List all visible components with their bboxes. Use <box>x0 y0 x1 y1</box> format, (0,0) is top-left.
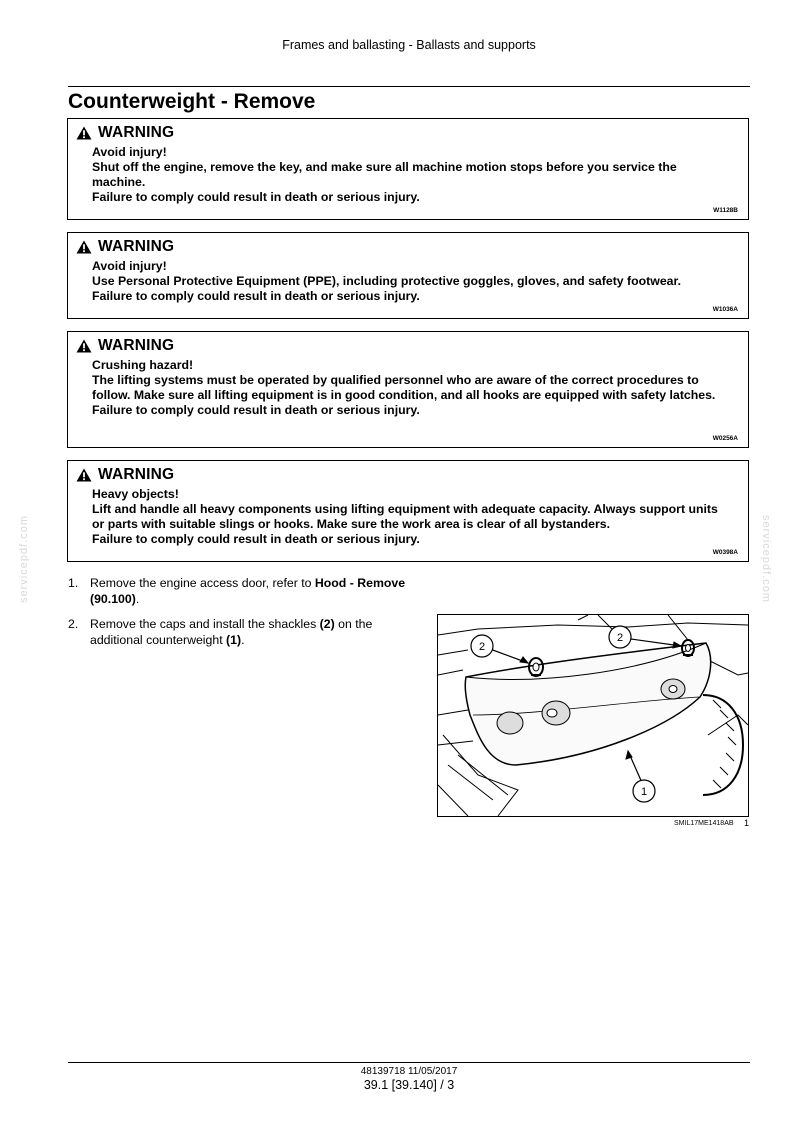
document-id: 48139718 11/05/2017 <box>360 1066 458 1077</box>
warning-hazard: Heavy objects! <box>92 487 179 501</box>
warning-consequence: Failure to comply could result in death or serious injury. <box>92 403 420 417</box>
warning-instruction: Lift and handle all heavy components using lifting equipment with adequate capacity. Always support units or parts with suitable slings or hooks. Make sure the work area is clear of all bystanders. <box>92 502 718 531</box>
cross-reference-link[interactable]: Hood - Remove (90.100) <box>90 576 406 606</box>
warning-code: W1036A <box>712 306 738 313</box>
step-text-lead: Remove the caps and install the shackles <box>90 617 320 631</box>
figure-number: 1 <box>744 818 750 828</box>
warning-instruction: Use Personal Protective Equipment (PPE), including protective goggles, gloves, and safety footwear. <box>92 274 682 288</box>
step-item <box>68 576 410 607</box>
page-header: Frames and ballasting - Ballasts and supports <box>282 38 536 52</box>
step-text <box>90 576 410 607</box>
warning-hazard: Avoid injury! <box>92 259 167 273</box>
step-text-tail: . <box>241 632 245 647</box>
counterweight-ref: (1) <box>226 632 242 647</box>
warning-hazard: Avoid injury! <box>92 145 167 159</box>
page-footer <box>68 1066 750 1092</box>
step-text-lead: Remove the engine access door, refer to <box>90 576 315 590</box>
step-number: 1. <box>68 576 79 590</box>
figure-code: SMIL17ME1418AB <box>674 820 734 827</box>
callout-1: 1 <box>640 786 648 798</box>
warning-code: W1128B <box>713 207 738 214</box>
warning-consequence: Failure to comply could result in death or serious injury. <box>92 190 420 204</box>
warning-title: WARNING <box>98 124 175 141</box>
step-number: 2. <box>68 617 79 631</box>
shackle-ref: (2) <box>319 617 335 631</box>
warning-triangle-icon <box>76 468 92 482</box>
header-rule <box>68 86 750 87</box>
page-number: 39.1 [39.140] / 3 <box>363 1078 455 1092</box>
footer-rule <box>68 1062 750 1063</box>
page-title: Counterweight - Remove <box>68 90 316 113</box>
warning-code: W0398A <box>712 549 738 556</box>
procedure-steps <box>68 576 410 654</box>
warning-title: WARNING <box>98 238 175 255</box>
counterweight-illustration <box>438 615 748 816</box>
warning-box-injury-engine <box>67 118 749 220</box>
warning-triangle-icon <box>76 240 92 254</box>
warning-box-ppe <box>67 232 749 319</box>
warning-hazard: Crushing hazard! <box>92 358 194 372</box>
step-text <box>90 617 410 648</box>
warning-triangle-icon <box>76 126 92 140</box>
warning-box-crushing <box>67 331 749 448</box>
warning-title: WARNING <box>98 466 175 483</box>
callout-2-right: 2 <box>616 632 624 644</box>
step-item <box>68 617 410 648</box>
warning-box-heavy-objects <box>67 460 749 562</box>
warning-consequence: Failure to comply could result in death or serious injury. <box>92 532 420 546</box>
warning-instruction: The lifting systems must be operated by qualified personnel who are aware of the correct procedures to follow. Make sure all lifting equipment is in good condition, and all hooks are equipped with safety latches. <box>92 373 716 402</box>
warning-title: WARNING <box>98 337 175 354</box>
warning-triangle-icon <box>76 339 92 353</box>
watermark-right: servicepdf.com <box>760 515 772 603</box>
warning-code: W0256A <box>712 435 738 442</box>
counterweight-figure <box>437 614 749 817</box>
watermark-left: servicepdf.com <box>18 515 30 603</box>
warning-instruction: Shut off the engine, remove the key, and make sure all machine motion stops before you service the machine. <box>92 160 677 189</box>
warning-consequence: Failure to comply could result in death or serious injury. <box>92 289 420 303</box>
step-text-mid: on the additional counterweight <box>90 617 373 647</box>
step-text-tail: . <box>135 591 140 606</box>
callout-2-left: 2 <box>478 641 486 653</box>
